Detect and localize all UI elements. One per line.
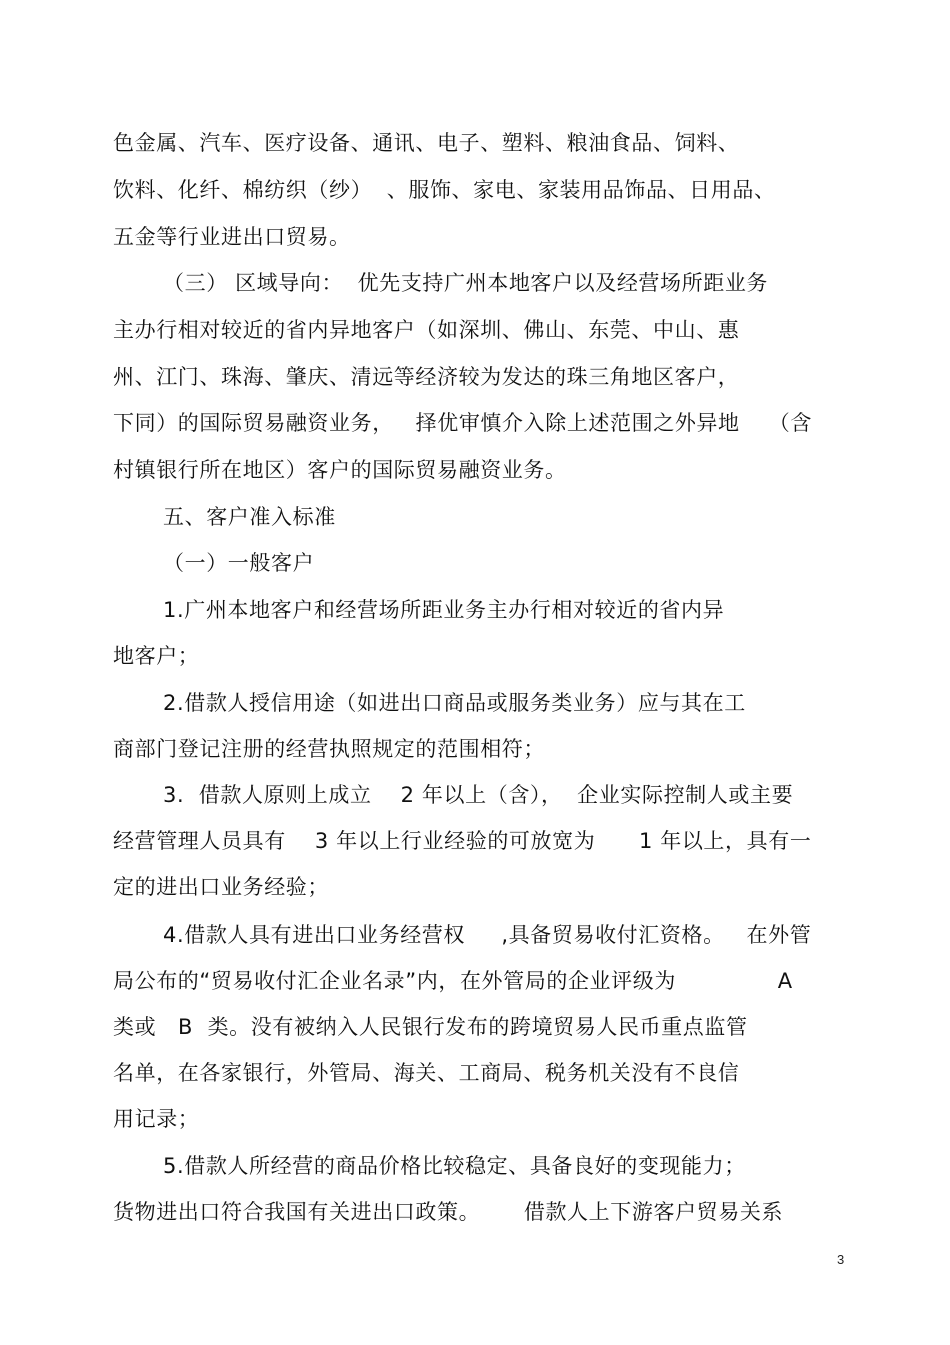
text-line: 名单，在各家银行，外管局、海关、工商局、税务机关没有不良信: [113, 1061, 740, 1085]
text-line: 类或 B 类。没有被纳入人民银行发布的跨境贸易人民币重点监管: [113, 1015, 748, 1039]
text-line: 地客户；: [113, 644, 200, 668]
text-line: 饮料、化纤、棉纺织（纱） 、服饰、家电、家装用品饰品、日用品、: [113, 178, 776, 202]
text-line: 商部门登记注册的经营执照规定的范围相符；: [113, 737, 545, 761]
text-line: 色金属、汽车、医疗设备、通讯、电子、塑料、粮油食品、饲料、: [113, 131, 740, 155]
text-line: 货物进出口符合我国有关进出口政策。 借款人上下游客户贸易关系: [113, 1200, 784, 1224]
text-line: 定的进出口业务经验；: [113, 875, 329, 899]
list-item: 2.借款人授信用途（如进出口商品或服务类业务）应与其在工: [163, 691, 746, 715]
list-item: 3. 借款人原则上成立 2 年以上（含）， 企业实际控制人或主要: [163, 783, 794, 807]
section-title: 五、客户准入标准: [163, 505, 336, 529]
text-line: 经营管理人员具有 3 年以上行业经验的可放宽为 1 年以上，具有一: [113, 829, 812, 853]
section-heading: （三） 区域导向： 优先支持广州本地客户以及经营场所距业务: [163, 271, 769, 295]
text-line: 村镇银行所在地区）客户的国际贸易融资业务。: [113, 458, 567, 482]
text-line: 用记录；: [113, 1107, 200, 1131]
text-line: 主办行相对较近的省内异地客户（如深圳、佛山、东莞、中山、惠: [113, 318, 740, 342]
text-line: 五金等行业进出口贸易。: [113, 225, 351, 249]
list-item: 1.广州本地客户和经营场所距业务主办行相对较近的省内异: [163, 598, 725, 622]
list-item: 5.借款人所经营的商品价格比较稳定、具备良好的变现能力；: [163, 1154, 746, 1178]
text-line: 州、江门、珠海、肇庆、清远等经济较为发达的珠三角地区客户，: [113, 365, 740, 389]
page-number: 3: [837, 1252, 845, 1267]
list-item: 4.借款人具有进出口业务经营权 ,具备贸易收付汇资格。 在外管: [163, 923, 812, 947]
text-line: 下同）的国际贸易融资业务， 择优审慎介入除上述范围之外异地 （含: [113, 411, 812, 435]
text-line: 局公布的“贸易收付汇企业名录”内，在外管局的企业评级为 A: [113, 969, 793, 993]
subsection-title: （一）一般客户: [163, 551, 315, 575]
